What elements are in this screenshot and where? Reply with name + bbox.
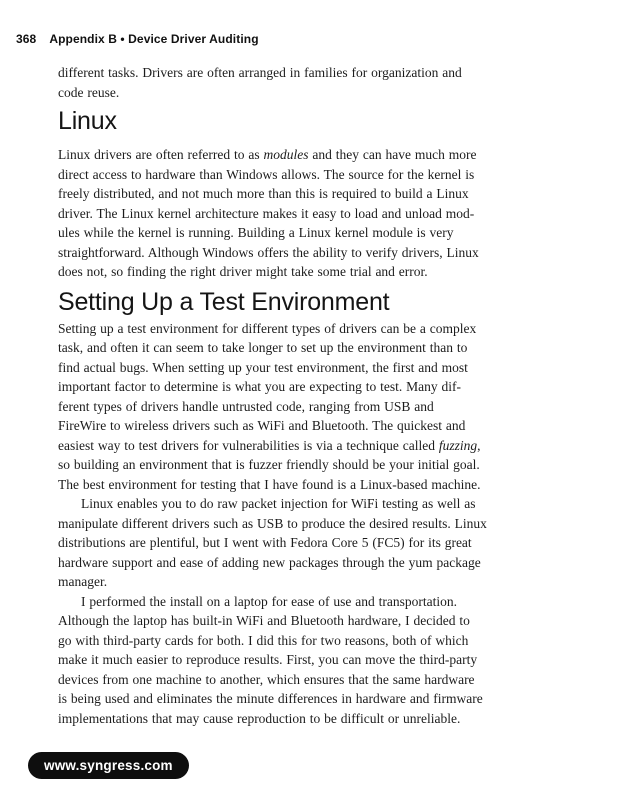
text-line: important factor to determine is what you are expecting to test. Many dif- [58, 379, 462, 394]
text-line: Setting up a test environment for different types of drivers can be a complex [58, 320, 477, 336]
text-line: different tasks. Drivers are often arranged in families for organization and [58, 65, 462, 80]
text-line: so building an environment that is fuzzer friendly should be your initial goal. [58, 457, 480, 472]
section-heading: Setting Up a Test Environment [58, 287, 390, 316]
text-line: go with third-party cards for both. I did this for two reasons, both of which [58, 632, 469, 648]
page-number: 368 [16, 32, 37, 46]
text-line: ules while the kernel is running. Building a Linux kernel module is very [58, 225, 454, 240]
paragraph [58, 145, 563, 282]
page-body-text [58, 63, 563, 728]
text-line: is being used and eliminates the minute differences in hardware and firmware [58, 691, 483, 706]
text-line: Linux enables you to do raw packet injection for WiFi testing as well as [81, 496, 476, 511]
text-line: driver. The Linux kernel architecture makes it easy to load and unload mod- [58, 205, 475, 221]
text-line: manager. [58, 574, 108, 589]
text-line: ferent types of drivers handle untrusted code, ranging from USB and [58, 398, 434, 414]
text-line: freely distributed, and not much more than this is required to build a Linux [58, 186, 469, 201]
text-line: implementations that may cause reproduction to be difficult or unreliable. [58, 710, 461, 726]
section-heading: Linux [58, 107, 117, 135]
paragraph [58, 319, 563, 495]
text-line: Linux drivers are often referred to as modules and they can have much more [58, 147, 477, 162]
chapter-title: Appendix B • Device Driver Auditing [49, 32, 259, 46]
text-line: hardware support and ease of adding new packages through the yum package [58, 554, 481, 570]
text-line: straightforward. Although Windows offers the ability to verify drivers, Linux [58, 244, 479, 260]
publisher-url: www.syngress.com [44, 758, 173, 773]
text-line: easiest way to test drivers for vulnerabilities is via a technique called fuzzing, [58, 437, 481, 453]
text-line: devices from one machine to another, which ensures that the same hardware [58, 671, 475, 687]
text-line: find actual bugs. When setting up your test environment, the first and most [58, 359, 468, 375]
text-line: code reuse. [58, 84, 120, 100]
running-header [16, 32, 259, 46]
text-line: distributions are plentiful, but I went with Fedora Core 5 (FC5) for its great [58, 535, 472, 550]
paragraph [58, 494, 563, 592]
text-line: The best environment for testing that I have found is a Linux-based machine. [58, 476, 481, 492]
text-line: direct access to hardware than Windows allows. The source for the kernel is [58, 166, 475, 182]
text-line: make it much easier to reproduce results. First, you can move the third-party [58, 652, 478, 667]
text-line: I performed the install on a laptop for ease of use and transportation. [81, 593, 458, 609]
publisher-url-badge [28, 752, 189, 779]
text-line: task, and often it can seem to take longer to set up the environment than to [58, 340, 468, 355]
text-line: Although the laptop has built-in WiFi and Bluetooth hardware, I decided to [58, 613, 470, 628]
text-line: manipulate different drivers such as USB to produce the desired results. Linux [58, 515, 487, 531]
paragraph [58, 592, 563, 729]
text-line: FireWire to wireless drivers such as WiFi and Bluetooth. The quickest and [58, 418, 466, 433]
paragraph [58, 63, 563, 102]
text-line: does not, so finding the right driver might take some trial and error. [58, 264, 428, 279]
